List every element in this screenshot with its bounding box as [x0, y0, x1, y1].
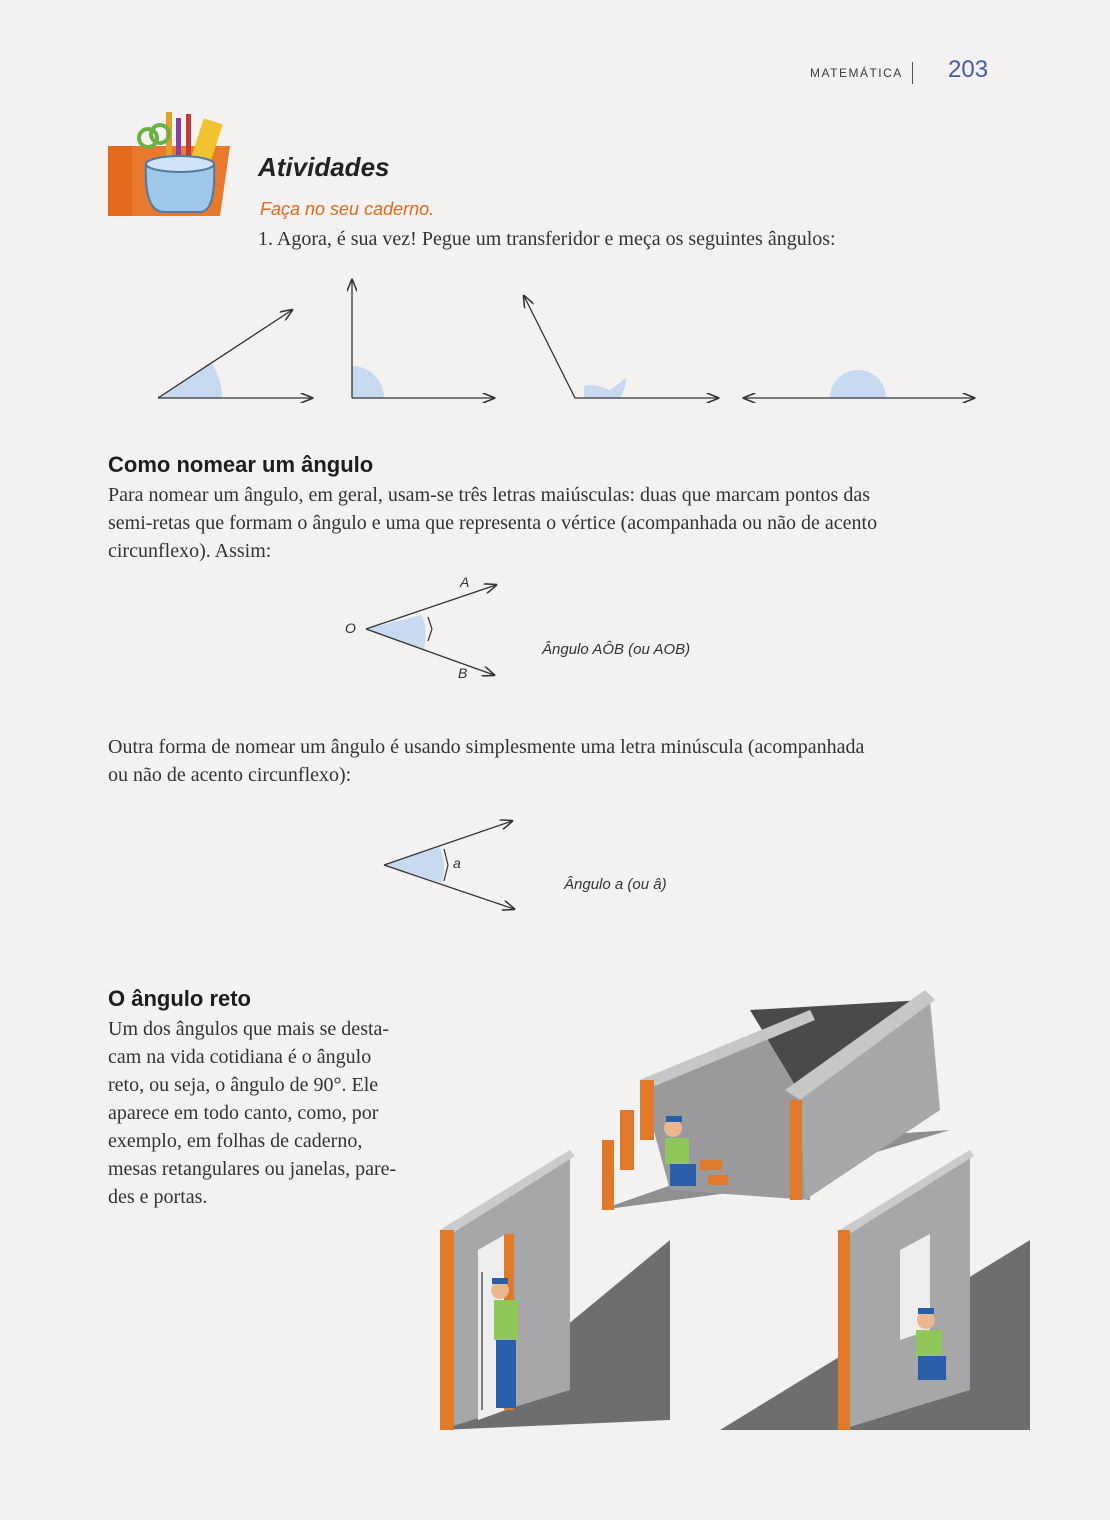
other-form-line-2: ou não de acento circunflexo): [108, 764, 352, 786]
right-angle-line-5: exemplo, em folhas de caderno, [108, 1130, 363, 1152]
label-point-a: A [460, 574, 470, 590]
naming-line-2: semi-retas que formam o ângulo e uma que representa o vértice (acompanhada ou não de acento [108, 512, 878, 534]
construction-illustration [370, 990, 1060, 1470]
right-angle-line-7: des e portas. [108, 1186, 208, 1208]
activities-subtitle: Faça no seu caderno. [260, 199, 435, 219]
acute-angle-figure [158, 310, 312, 398]
naming-line-1: Para nomear um ângulo, em geral, usam-se três letras maiúsculas: duas que marcam pontos das [108, 484, 870, 506]
naming-line-3: circunflexo). Assim: [108, 540, 272, 562]
other-form-line-1: Outra forma de nomear um ângulo é usando simplesmente uma letra minúscula (acompanhada [108, 736, 865, 758]
question-1: 1. Agora, é sua vez! Pegue um transferidor e meça os seguintes ângulos: [258, 228, 836, 250]
label-vertex-o: O [345, 620, 356, 636]
label-point-b: B [458, 665, 468, 681]
page-number: 203 [948, 56, 989, 83]
header-subject: MATEMÁTICA [810, 66, 903, 80]
right-angle-line-1: Um dos ângulos que mais se desta- [108, 1018, 390, 1040]
aob-caption: Ângulo AÔB (ou AOB) [542, 641, 691, 658]
activities-title: Atividades [258, 152, 390, 182]
pencil-cup-icon [108, 112, 238, 222]
right-angle-section-title: O ângulo reto [108, 986, 251, 1011]
other-form-paragraph [108, 733, 1008, 789]
naming-paragraph [108, 481, 1008, 565]
right-angle-figure [352, 280, 494, 398]
label-angle-a: a [453, 855, 461, 871]
right-angle-line-3: reto, ou seja, o ângulo de 90°. Ele [108, 1074, 379, 1096]
header-separator [912, 62, 913, 84]
obtuse-angle-figure [524, 296, 718, 398]
straight-angle-figure [744, 370, 974, 398]
angle-figures-row [0, 280, 1110, 410]
aob-angle-figure [330, 575, 550, 685]
left-wall-scene [440, 1150, 670, 1430]
naming-section-title: Como nomear um ângulo [108, 452, 374, 477]
right-angle-line-6: mesas retangulares ou janelas, pare- [108, 1158, 397, 1180]
brick-room-scene [600, 990, 950, 1210]
right-angle-line-2: cam na vida cotidiana é o ângulo [108, 1046, 372, 1068]
right-angle-line-4: aparece em todo canto, como, por [108, 1102, 379, 1124]
a-angle-caption: Ângulo a (ou â) [564, 876, 667, 893]
